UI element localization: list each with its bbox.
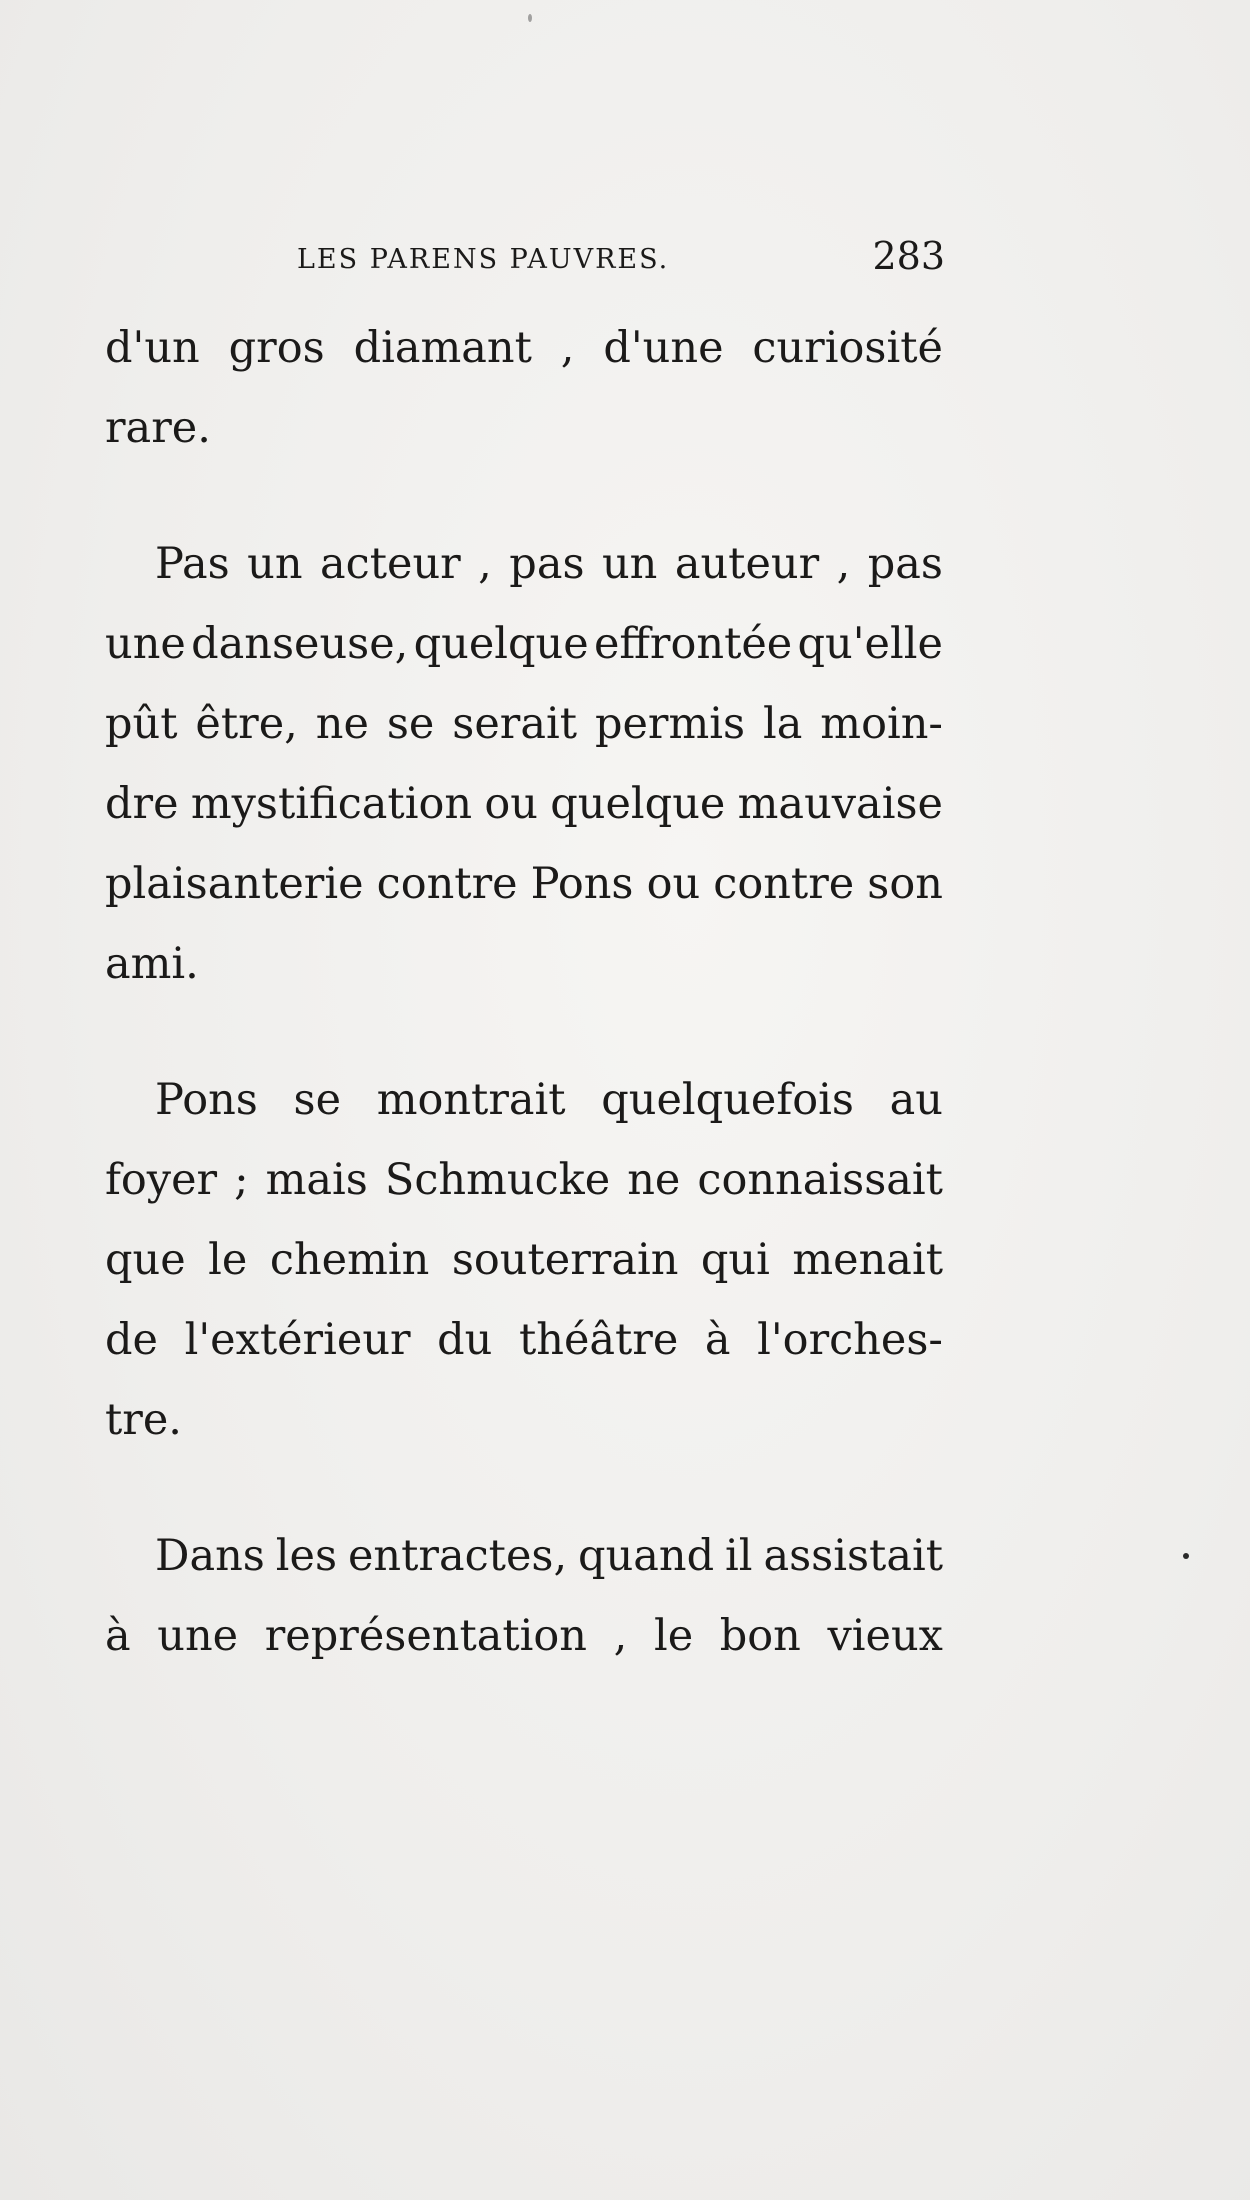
word: ; bbox=[234, 1155, 249, 1205]
word: diamant bbox=[353, 323, 532, 373]
word: qui bbox=[700, 1235, 770, 1285]
word: gros bbox=[228, 323, 325, 373]
word: permis bbox=[594, 699, 746, 749]
text-line bbox=[105, 684, 943, 764]
word: un bbox=[247, 539, 303, 589]
word: son bbox=[867, 859, 943, 909]
word: vieux bbox=[827, 1611, 943, 1661]
text-line: ami. bbox=[105, 939, 199, 989]
running-head: LES PARENS PAUVRES. bbox=[297, 244, 670, 275]
word: montrait bbox=[376, 1075, 566, 1125]
word: quelque bbox=[550, 779, 726, 829]
word: contre bbox=[376, 859, 518, 909]
word: l'orches- bbox=[757, 1315, 943, 1365]
text-line bbox=[105, 524, 943, 604]
paragraph bbox=[105, 524, 943, 1004]
word: , bbox=[560, 323, 575, 373]
word: Pons bbox=[530, 859, 634, 909]
word: un bbox=[601, 539, 658, 589]
text-line: tre. bbox=[105, 1395, 182, 1445]
word: au bbox=[889, 1075, 943, 1125]
word: de bbox=[105, 1315, 158, 1365]
text-line bbox=[105, 1140, 943, 1220]
word: que bbox=[105, 1235, 186, 1285]
word: Dans bbox=[155, 1531, 265, 1581]
word: Pons bbox=[155, 1075, 258, 1125]
page-header bbox=[105, 234, 945, 290]
word: foyer bbox=[105, 1155, 218, 1205]
text-line bbox=[105, 308, 943, 388]
word: du bbox=[437, 1315, 493, 1365]
word: pût bbox=[105, 699, 178, 749]
word: qu'elle bbox=[797, 619, 943, 669]
word: auteur bbox=[674, 539, 820, 589]
ink-speck bbox=[1183, 1553, 1189, 1559]
word: à bbox=[105, 1611, 131, 1661]
word: d'une bbox=[603, 323, 724, 373]
word: effrontée bbox=[593, 619, 793, 669]
word: se bbox=[293, 1075, 342, 1125]
text-line: rare. bbox=[105, 403, 211, 453]
word: être, bbox=[195, 699, 298, 749]
word: mais bbox=[265, 1155, 368, 1205]
word: bon bbox=[719, 1611, 801, 1661]
word: Pas bbox=[155, 539, 230, 589]
word: le bbox=[208, 1235, 248, 1285]
text-line bbox=[105, 1220, 943, 1300]
word: se bbox=[386, 699, 435, 749]
word: ou bbox=[484, 779, 538, 829]
word: d'un bbox=[105, 323, 200, 373]
text-line bbox=[105, 1060, 943, 1140]
word: ne bbox=[315, 699, 369, 749]
body-text bbox=[105, 308, 943, 1676]
word: quelque bbox=[413, 619, 589, 669]
word: serait bbox=[452, 699, 578, 749]
paragraph bbox=[105, 308, 943, 468]
word: ne bbox=[627, 1155, 681, 1205]
word: , bbox=[836, 539, 851, 589]
word: dre bbox=[105, 779, 179, 829]
word: quand bbox=[578, 1531, 715, 1581]
text-line bbox=[105, 1300, 943, 1380]
word: pas bbox=[867, 539, 943, 589]
word: mauvaise bbox=[737, 779, 943, 829]
word: le bbox=[653, 1611, 694, 1661]
word: théâtre bbox=[518, 1315, 679, 1365]
word: entractes, bbox=[347, 1531, 568, 1581]
word: représentation bbox=[264, 1611, 588, 1661]
word: Schmucke bbox=[384, 1155, 611, 1205]
word: connaissait bbox=[697, 1155, 943, 1205]
word: la bbox=[762, 699, 803, 749]
word: curiosité bbox=[752, 323, 943, 373]
word: , bbox=[478, 539, 492, 589]
word: quelquefois bbox=[601, 1075, 854, 1125]
text-line bbox=[105, 844, 943, 924]
text-line bbox=[105, 764, 943, 844]
word: une bbox=[157, 1611, 239, 1661]
word: ou bbox=[646, 859, 701, 909]
ink-speck bbox=[528, 14, 532, 22]
word: plaisanterie bbox=[105, 859, 364, 909]
word: souterrain bbox=[451, 1235, 679, 1285]
page-number: 283 bbox=[872, 234, 945, 278]
text-line bbox=[105, 1516, 943, 1596]
word: contre bbox=[713, 859, 855, 909]
word: il bbox=[725, 1531, 753, 1581]
word: assistait bbox=[763, 1531, 943, 1581]
word: mystification bbox=[190, 779, 473, 829]
word: l'extérieur bbox=[184, 1315, 411, 1365]
word: menait bbox=[792, 1235, 943, 1285]
paragraph bbox=[105, 1516, 943, 1676]
word: à bbox=[704, 1315, 731, 1365]
word: acteur bbox=[320, 539, 461, 589]
word: moin- bbox=[820, 699, 943, 749]
text-line bbox=[105, 604, 943, 684]
word: , bbox=[613, 1611, 628, 1661]
text-line bbox=[105, 1596, 943, 1676]
paragraph bbox=[105, 1060, 943, 1460]
word: pas bbox=[509, 539, 585, 589]
word: danseuse, bbox=[191, 619, 409, 669]
word: chemin bbox=[269, 1235, 430, 1285]
word: une bbox=[105, 619, 186, 669]
word: les bbox=[275, 1531, 338, 1581]
